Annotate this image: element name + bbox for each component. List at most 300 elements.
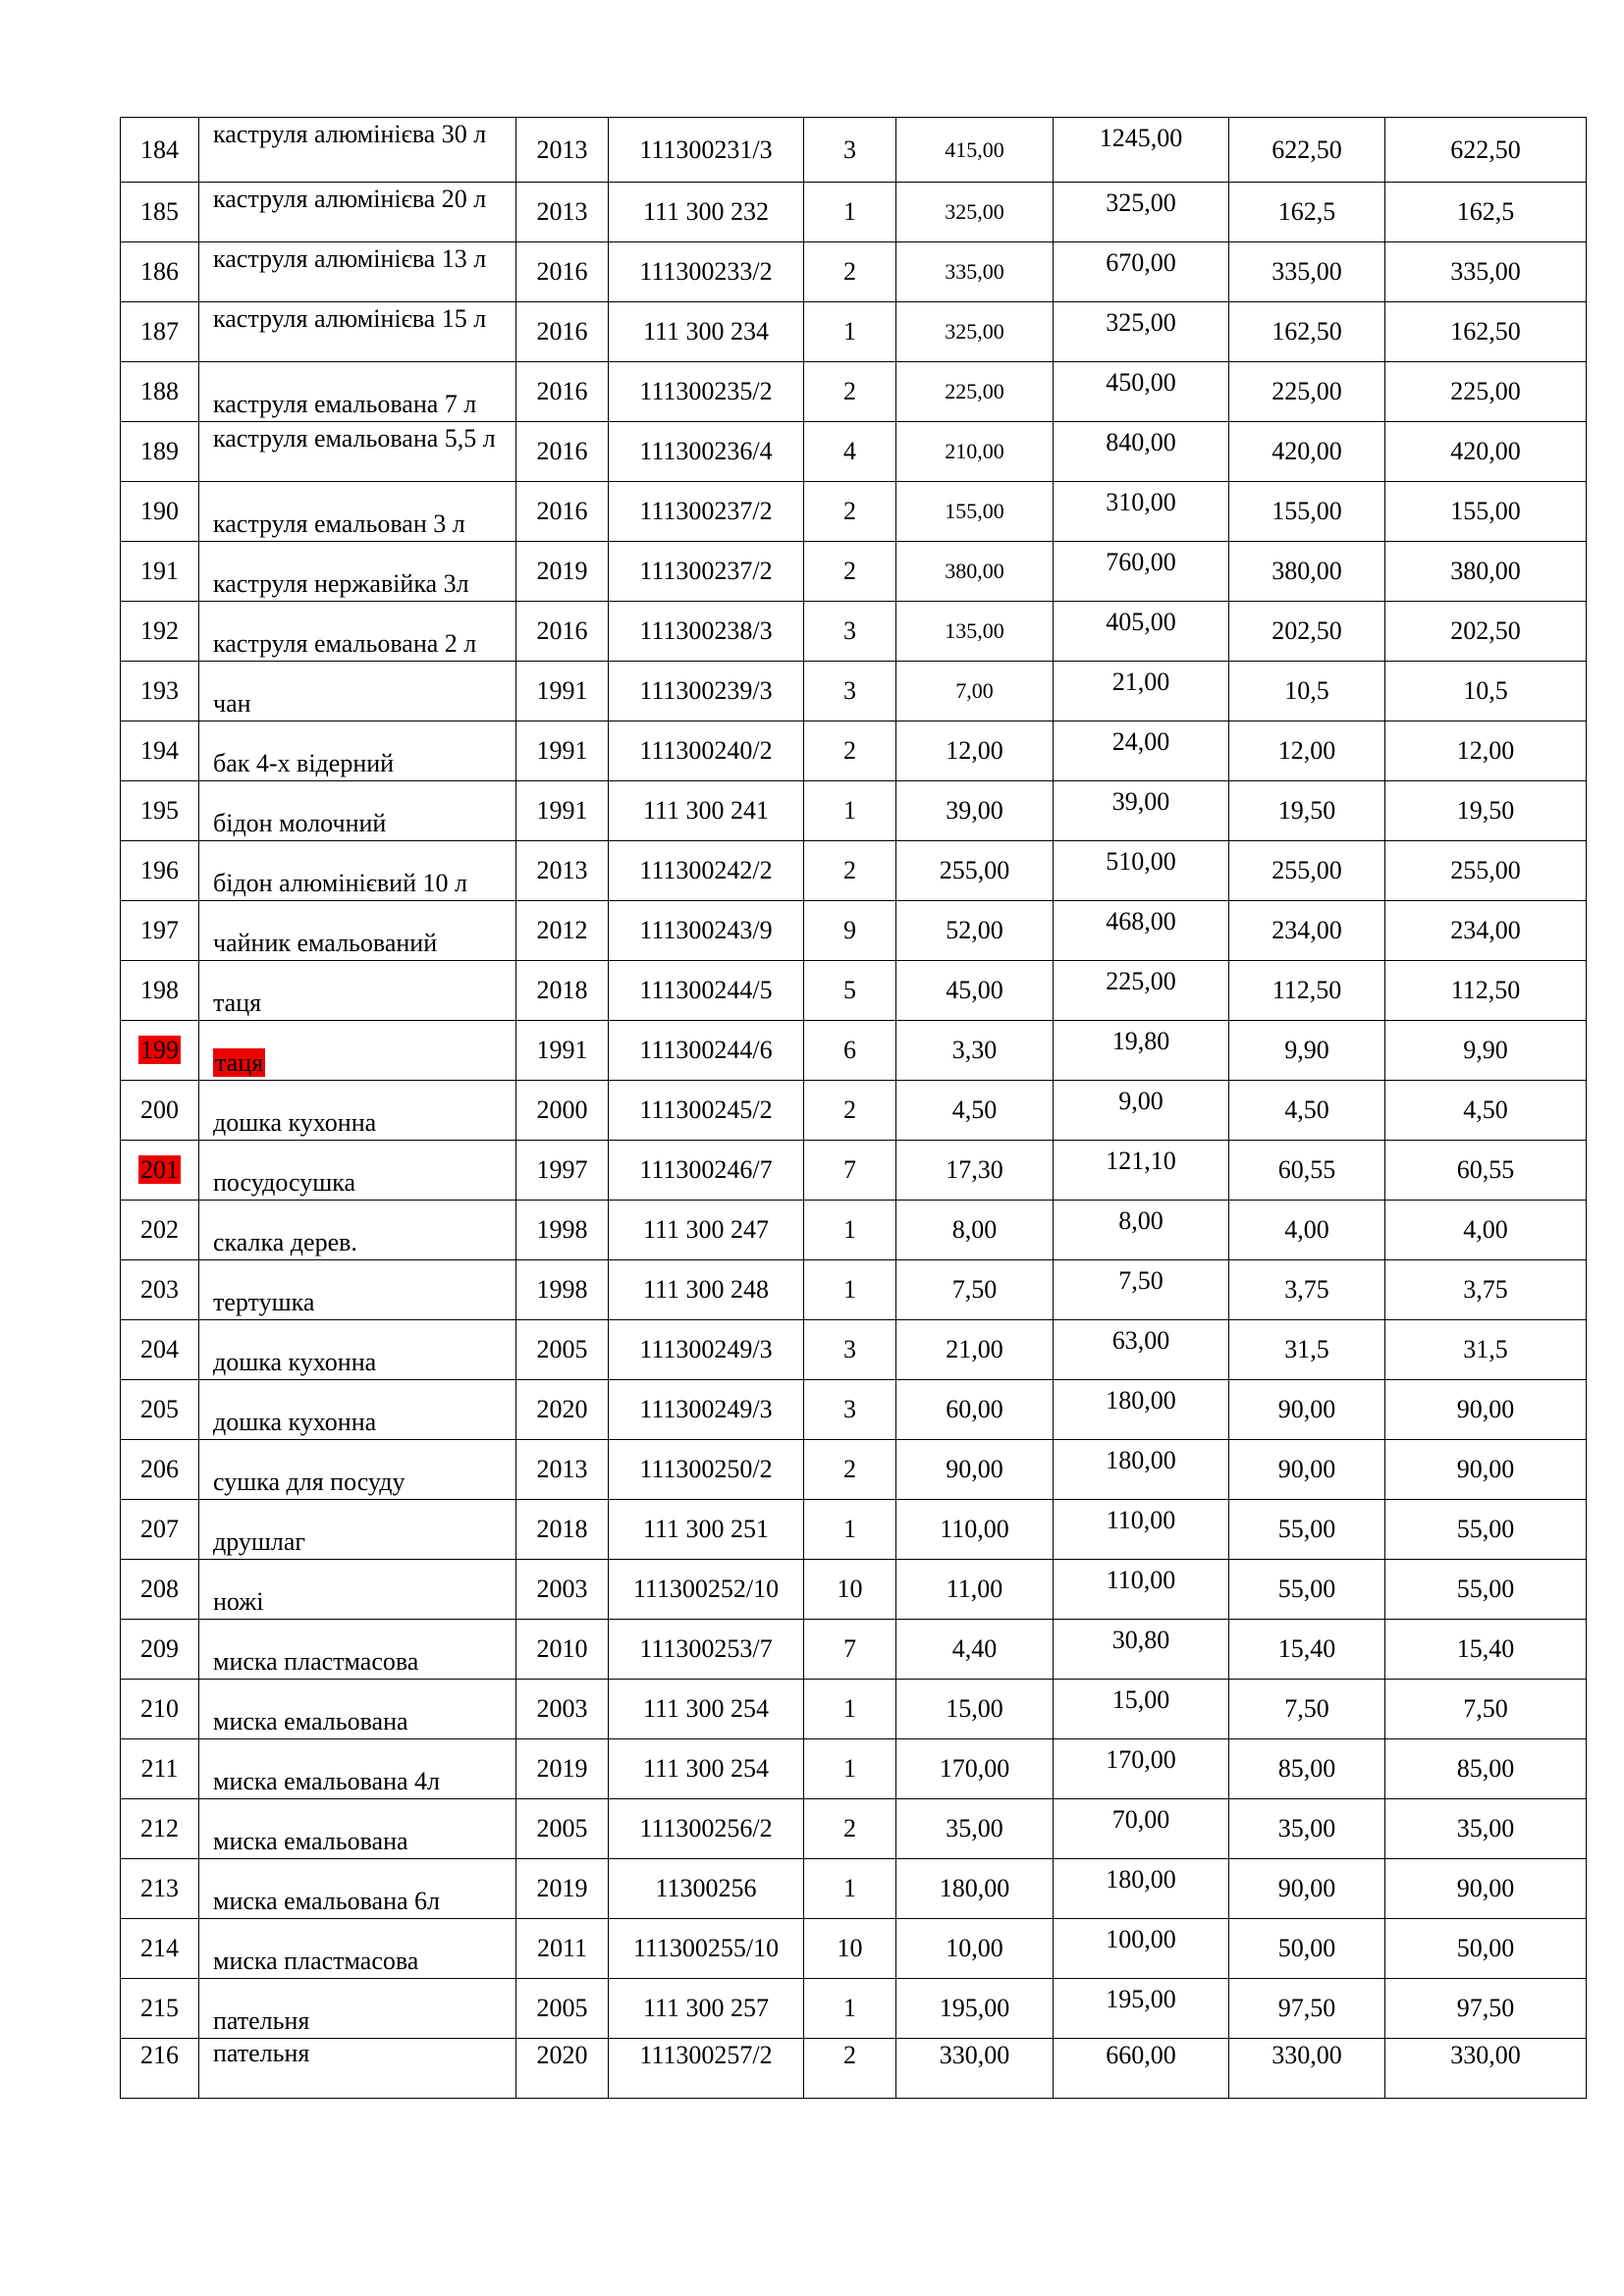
row-number-text: 193 [140,676,179,706]
inventory-number-cell [609,242,804,302]
amount-a-cell [1229,1201,1385,1260]
item-name-text: тертушка [213,1288,315,1317]
inventory-number-text: 111 300 248 [642,1275,770,1305]
table-row [121,1739,1587,1799]
unit-price-cell [896,961,1054,1021]
unit-price-cell [896,1500,1054,1560]
quantity-cell [804,422,896,482]
quantity-cell [804,1081,896,1141]
amount-a-text: 330,00 [1272,2041,1342,2069]
amount-a-text: 7,50 [1284,1694,1329,1724]
item-name-cell [199,1440,516,1500]
year-text: 1997 [536,1155,588,1185]
unit-price-cell [896,183,1054,242]
total-sum-cell [1054,1620,1229,1680]
row-number-cell [121,2039,199,2099]
row-number-text: 205 [140,1395,179,1424]
quantity-text: 7 [843,1155,856,1185]
row-number-cell [121,422,199,482]
table-row [121,1081,1587,1141]
year-text: 1991 [536,736,588,766]
amount-a-text: 50,00 [1277,1934,1336,1963]
item-name-cell [199,1859,516,1919]
year-text: 1991 [536,676,588,706]
total-sum-cell [1054,1201,1229,1260]
amount-a-text: 420,00 [1272,437,1342,466]
row-number-cell [121,1500,199,1560]
row-number-text: 211 [140,1754,179,1784]
item-name-text: миска пластмасова [213,1647,419,1677]
amount-a-cell [1229,542,1385,602]
amount-b-text: 15,40 [1456,1634,1515,1664]
amount-b-text: 202,50 [1450,616,1521,646]
row-number-cell [121,118,199,183]
row-number-cell [121,781,199,841]
amount-b-text: 420,00 [1450,437,1521,466]
amount-a-cell [1229,1141,1385,1201]
year-cell [516,721,609,781]
row-number-text: 195 [140,796,179,826]
total-sum-text: 110,00 [1106,1506,1176,1534]
quantity-cell [804,1979,896,2039]
amount-b-cell [1385,1859,1587,1919]
inventory-number-cell [609,662,804,721]
inventory-number-text: 111300239/3 [639,676,773,706]
amount-a-cell [1229,961,1385,1021]
amount-a-text: 234,00 [1272,916,1342,945]
quantity-cell [804,1680,896,1739]
amount-b-cell [1385,1141,1587,1201]
quantity-text: 1 [843,1515,856,1544]
unit-price-text: 170,00 [939,1754,1010,1784]
inventory-number-text: 111300237/2 [639,497,773,526]
quantity-text: 3 [843,1395,856,1424]
item-name-text: дошка кухонна [213,1348,377,1377]
quantity-text: 1 [843,1694,856,1724]
item-name-cell [199,1620,516,1680]
amount-b-text: 3,75 [1463,1275,1508,1305]
total-sum-text: 510,00 [1106,847,1176,876]
table-row [121,1500,1587,1560]
unit-price-cell [896,1201,1054,1260]
unit-price-cell [896,2039,1054,2099]
year-text: 2019 [536,557,588,586]
row-number-text: 215 [140,1994,179,2023]
unit-price-text: 325,00 [945,319,1004,345]
table-row [121,721,1587,781]
amount-a-text: 90,00 [1277,1395,1336,1424]
amount-a-cell [1229,1260,1385,1320]
amount-a-cell [1229,901,1385,961]
total-sum-text: 30,80 [1111,1626,1170,1654]
inventory-number-text: 11300256 [655,1874,757,1903]
table-row [121,118,1587,183]
amount-a-text: 162,5 [1277,197,1336,227]
total-sum-text: 39,00 [1111,787,1170,816]
total-sum-cell [1054,1560,1229,1620]
total-sum-cell [1054,1739,1229,1799]
unit-price-text: 380,00 [945,559,1004,584]
table-row [121,1620,1587,1680]
inventory-number-cell [609,2039,804,2099]
inventory-number-text: 111 300 251 [642,1515,770,1544]
item-name-text: таця [215,1048,264,1078]
unit-price-text: 330,00 [939,2041,1010,2069]
amount-b-cell [1385,482,1587,542]
quantity-cell [804,1141,896,1201]
unit-price-cell [896,362,1054,422]
year-cell [516,1859,609,1919]
total-sum-text: 670,00 [1106,248,1176,277]
row-number-text: 188 [140,377,179,406]
amount-a-cell [1229,1979,1385,2039]
total-sum-text: 760,00 [1106,548,1176,576]
row-number-cell [121,362,199,422]
inventory-number-text: 111 300 247 [642,1215,770,1245]
row-number-cell [121,1141,199,1201]
year-text: 2003 [536,1694,588,1724]
year-cell [516,1021,609,1081]
year-cell [516,242,609,302]
amount-b-cell [1385,1201,1587,1260]
total-sum-cell [1054,781,1229,841]
item-name-cell [199,1979,516,2039]
amount-a-cell [1229,1739,1385,1799]
amount-b-text: 90,00 [1456,1874,1515,1903]
total-sum-cell [1054,1799,1229,1859]
item-name-text: чайник емальований [213,929,438,958]
item-name-text: посудосушка [213,1168,355,1198]
inventory-number-cell [609,542,804,602]
item-name-cell [199,2039,516,2099]
unit-price-text: 17,30 [946,1155,1003,1185]
year-text: 2010 [536,1634,588,1664]
amount-a-cell [1229,662,1385,721]
row-number-cell [121,961,199,1021]
row-number-cell [121,1979,199,2039]
inventory-number-text: 111300231/3 [639,134,773,164]
item-name-text: миска емальована 4л [213,1767,441,1796]
item-name-cell [199,1141,516,1201]
quantity-text: 1 [843,1275,856,1305]
inventory-number-cell [609,302,804,362]
amount-a-text: 31,5 [1284,1335,1329,1364]
year-cell [516,961,609,1021]
item-name-cell [199,1260,516,1320]
amount-b-cell [1385,542,1587,602]
row-number-text: 208 [140,1575,179,1604]
amount-b-text: 97,50 [1456,1994,1515,2023]
total-sum-text: 225,00 [1106,967,1176,995]
year-cell [516,841,609,901]
unit-price-text: 155,00 [945,499,1004,524]
row-number-text: 202 [140,1215,179,1245]
amount-b-cell [1385,422,1587,482]
unit-price-text: 255,00 [939,856,1010,885]
amount-b-cell [1385,1739,1587,1799]
amount-a-text: 15,40 [1277,1634,1336,1664]
quantity-cell [804,118,896,183]
quantity-text: 2 [843,557,856,586]
quantity-text: 4 [843,437,856,466]
quantity-cell [804,302,896,362]
amount-b-text: 9,90 [1463,1036,1508,1065]
row-number-text: 203 [140,1275,179,1305]
inventory-number-cell [609,1260,804,1320]
amount-a-text: 112,50 [1272,976,1342,1005]
row-number-text: 191 [140,557,179,586]
amount-b-cell [1385,1380,1587,1440]
amount-b-text: 55,00 [1456,1575,1515,1604]
quantity-cell [804,1320,896,1380]
total-sum-text: 1245,00 [1099,124,1183,152]
amount-b-text: 90,00 [1456,1455,1515,1484]
row-number-text: 189 [140,437,179,466]
unit-price-cell [896,1021,1054,1081]
year-text: 2020 [536,1395,588,1424]
item-name-text: таця [213,988,262,1018]
total-sum-text: 100,00 [1106,1925,1176,1953]
total-sum-cell [1054,422,1229,482]
year-cell [516,1739,609,1799]
inventory-number-text: 111300256/2 [639,1814,773,1843]
amount-a-cell [1229,1320,1385,1380]
amount-b-text: 19,50 [1456,796,1515,826]
quantity-text: 9 [843,916,856,945]
item-name-cell [199,1919,516,1979]
amount-b-cell [1385,242,1587,302]
table-row [121,961,1587,1021]
total-sum-cell [1054,482,1229,542]
inventory-number-text: 111300255/10 [632,1934,780,1963]
total-sum-cell [1054,1500,1229,1560]
item-name-text: ножі [213,1587,264,1617]
item-name-cell [199,302,516,362]
inventory-number-cell [609,1081,804,1141]
quantity-cell [804,901,896,961]
item-name-cell [199,1021,516,1081]
item-name-cell [199,422,516,482]
quantity-text: 7 [843,1634,856,1664]
inventory-number-cell [609,1680,804,1739]
inventory-number-cell [609,1739,804,1799]
quantity-cell [804,1799,896,1859]
amount-b-text: 60,55 [1456,1155,1515,1185]
unit-price-cell [896,422,1054,482]
item-name-text: пательня [213,2006,310,2036]
table-row [121,302,1587,362]
total-sum-cell [1054,183,1229,242]
amount-b-cell [1385,183,1587,242]
table-row [121,362,1587,422]
year-text: 2013 [536,1455,588,1484]
item-name-text: миска емальована 6л [213,1887,441,1916]
item-name-cell [199,362,516,422]
table-row [121,1021,1587,1081]
amount-b-text: 155,00 [1450,497,1521,526]
inventory-number-cell [609,781,804,841]
unit-price-text: 7,00 [955,678,994,704]
total-sum-cell [1054,1260,1229,1320]
year-text: 2005 [536,1335,588,1364]
amount-b-text: 335,00 [1450,257,1521,287]
amount-a-cell [1229,781,1385,841]
amount-b-cell [1385,662,1587,721]
amount-a-cell [1229,841,1385,901]
inventory-number-cell [609,1979,804,2039]
table-row [121,242,1587,302]
unit-price-text: 110,00 [940,1515,1009,1544]
unit-price-cell [896,1799,1054,1859]
unit-price-text: 4,50 [951,1095,998,1125]
total-sum-cell [1054,542,1229,602]
row-number-text: 204 [140,1335,179,1364]
row-number-cell [121,242,199,302]
quantity-text: 1 [843,317,856,347]
unit-price-text: 7,50 [951,1275,998,1305]
unit-price-cell [896,1320,1054,1380]
total-sum-cell [1054,1680,1229,1739]
quantity-text: 2 [843,497,856,526]
unit-price-text: 225,00 [945,379,1004,404]
quantity-cell [804,1859,896,1919]
item-name-cell [199,721,516,781]
item-name-text: каструля алюмінієва 20 л [213,185,487,213]
unit-price-cell [896,1680,1054,1739]
year-text: 2000 [536,1095,588,1125]
row-number-text: 199 [140,1036,179,1065]
quantity-text: 2 [843,856,856,885]
row-number-text: 187 [140,317,179,347]
total-sum-text: 15,00 [1111,1685,1170,1714]
year-cell [516,1320,609,1380]
row-number-cell [121,542,199,602]
row-number-cell [121,901,199,961]
row-number-text: 198 [140,976,179,1005]
unit-price-text: 210,00 [945,439,1004,464]
quantity-cell [804,242,896,302]
year-text: 1991 [536,796,588,826]
inventory-number-text: 111300240/2 [639,736,773,766]
quantity-text: 2 [843,377,856,406]
quantity-text: 10 [837,1575,863,1604]
amount-a-text: 90,00 [1277,1455,1336,1484]
row-number-text: 201 [140,1155,179,1185]
inventory-number-cell [609,1320,804,1380]
total-sum-cell [1054,602,1229,662]
quantity-text: 1 [843,1994,856,2023]
amount-a-text: 255,00 [1272,856,1342,885]
unit-price-text: 15,00 [946,1694,1003,1724]
inventory-number-text: 111300243/9 [639,916,773,945]
row-number-cell [121,1739,199,1799]
item-name-text: каструля емальована 5,5 л [213,424,496,453]
inventory-table [120,117,1587,2099]
inventory-number-cell [609,1380,804,1440]
amount-a-text: 162,50 [1272,317,1342,347]
table-row [121,1440,1587,1500]
amount-a-text: 97,50 [1277,1994,1336,2023]
year-text: 2016 [536,317,588,347]
item-name-text: бак 4-х відерний [213,749,395,778]
item-name-cell [199,1680,516,1739]
amount-b-text: 162,50 [1450,317,1521,347]
table-row [121,602,1587,662]
item-name-cell [199,1320,516,1380]
quantity-cell [804,1919,896,1979]
amount-b-cell [1385,1320,1587,1380]
amount-a-text: 225,00 [1272,377,1342,406]
item-name-cell [199,662,516,721]
amount-b-cell [1385,1081,1587,1141]
amount-a-cell [1229,1440,1385,1500]
amount-b-text: 7,50 [1463,1694,1508,1724]
year-text: 2016 [536,497,588,526]
row-number-cell [121,1260,199,1320]
item-name-text: дошка кухонна [213,1408,377,1437]
inventory-number-text: 111300249/3 [639,1395,773,1424]
row-number-cell [121,1620,199,1680]
item-name-text: каструля емальована 2 л [213,629,477,659]
year-text: 2018 [536,1515,588,1544]
unit-price-cell [896,1440,1054,1500]
inventory-number-text: 111300237/2 [639,557,773,586]
item-name-cell [199,1201,516,1260]
year-text: 1998 [536,1215,588,1245]
total-sum-text: 121,10 [1106,1147,1176,1175]
amount-a-cell [1229,1919,1385,1979]
amount-a-cell [1229,1081,1385,1141]
amount-b-text: 55,00 [1456,1515,1515,1544]
row-number-cell [121,662,199,721]
quantity-cell [804,841,896,901]
quantity-cell [804,662,896,721]
quantity-text: 2 [843,1814,856,1843]
amount-a-cell [1229,1620,1385,1680]
amount-a-text: 19,50 [1277,796,1336,826]
table-row [121,1680,1587,1739]
total-sum-text: 110,00 [1106,1566,1176,1594]
year-cell [516,602,609,662]
year-cell [516,901,609,961]
quantity-text: 1 [843,1874,856,1903]
inventory-number-text: 111300244/5 [639,976,773,1005]
inventory-number-text: 111300252/10 [632,1575,780,1604]
total-sum-cell [1054,1979,1229,2039]
amount-a-cell [1229,183,1385,242]
quantity-cell [804,721,896,781]
year-cell [516,362,609,422]
row-number-text: 212 [140,1814,179,1843]
year-text: 2011 [536,1934,588,1963]
item-name-text: чан [213,689,251,719]
year-cell [516,542,609,602]
table-row [121,482,1587,542]
amount-a-text: 90,00 [1277,1874,1336,1903]
row-number-text: 192 [140,616,179,646]
table-row [121,1919,1587,1979]
unit-price-cell [896,1141,1054,1201]
unit-price-text: 35,00 [946,1814,1003,1843]
year-cell [516,1979,609,2039]
quantity-text: 1 [843,197,856,227]
row-number-cell [121,1799,199,1859]
unit-price-text: 3,30 [951,1036,998,1065]
table-row [121,1380,1587,1440]
unit-price-cell [896,662,1054,721]
table-row [121,1141,1587,1201]
total-sum-cell [1054,2039,1229,2099]
